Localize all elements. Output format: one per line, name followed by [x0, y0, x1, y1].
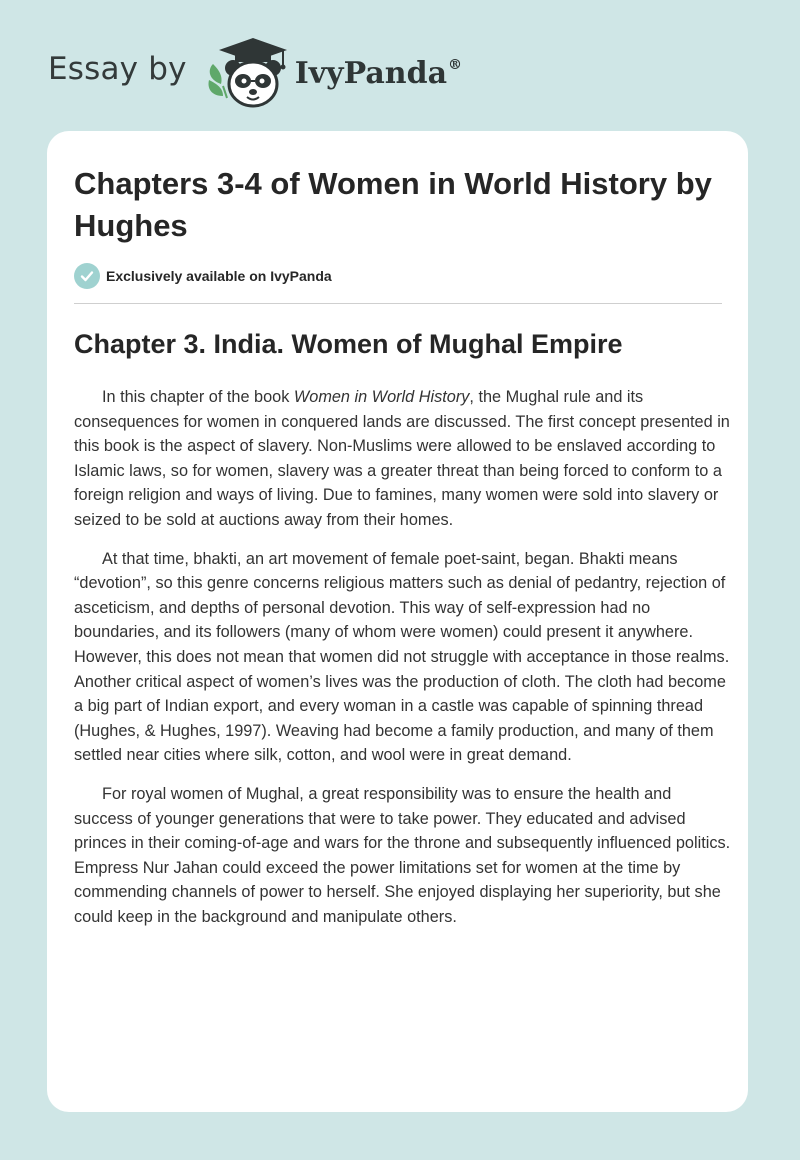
exclusive-badge: [74, 263, 332, 289]
chapter-heading: Chapter 3. India. Women of Mughal Empire: [74, 329, 623, 359]
divider: [74, 303, 722, 304]
book-title: Women in World History: [293, 388, 470, 406]
essay-by-label: Essay by: [48, 51, 187, 87]
check-circle-icon: [74, 263, 100, 289]
essay-title: Chapters 3-4 of Women in World History by Hughes: [74, 166, 712, 243]
essay-body: [74, 385, 734, 943]
essay-card: [47, 131, 748, 1112]
exclusive-label: Exclusively available on IvyPanda: [106, 268, 332, 284]
panda-graduate-icon: [201, 34, 289, 110]
site-header: [48, 34, 462, 110]
brand-name: IvyPanda®: [294, 55, 463, 91]
paragraph: At that time, bhakti, an art movement of female poet-saint, began. Bhakti means “devotion”, so this genre concerns religious matters such as denial of pedantry, rejection of asceticism, and depths of personal devotion. This way of self-expression had no boundaries, and its followers (many of whom were women) could present it anywhere. However, this does not mean that women did not struggle with acceptance in those realms. Another critical aspect of women’s lives was the production of cloth. The cloth had become a big part of Indian export, and every woman in a castle was capable of spinning thread (Hughes, & Hughes, 1997). Weaving had become a family production, and many of them settled near cities where silk, cotton, and wool were in great demand.: [74, 549, 730, 765]
paragraph: In this chapter of the book Women in World History, the Mughal rule and its consequences for women in conquered lands are discussed. The first concept presented in this book is the aspect of slavery. Non-Muslims were allowed to be enslaved according to Islamic laws, so for women, slavery was a greater threat than being forced to conform to a foreign religion and ways of living. Due to famines, many women were sold into slavery or seized to be sold at auctions away from their homes.: [74, 388, 730, 529]
paragraph: For royal women of Mughal, a great responsibility was to ensure the health and success of younger generations that were to take power. They educated and advised princes in their coming-of-age and wars for the throne and subsequently influenced politics. Empress Nur Jahan could exceed the power limitations set for women at the time by commending channels of power to herself. She enjoyed displaying her superiority, but she could keep in the background and manipulate others.: [74, 784, 731, 926]
registered-mark: ®: [448, 56, 463, 73]
